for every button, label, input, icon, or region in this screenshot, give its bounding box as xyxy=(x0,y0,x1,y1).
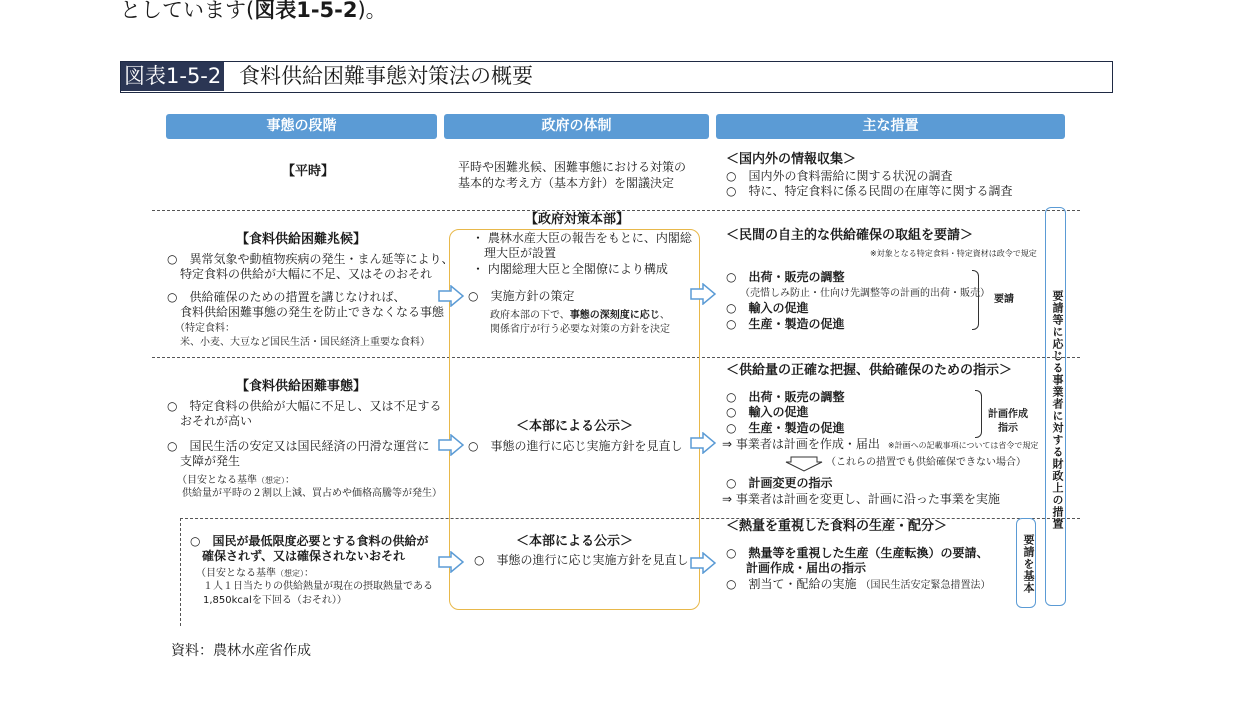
severe-line-5: 1,850kcalを下回る（おそれ）） xyxy=(203,595,347,606)
side-financial-label: 要請等に応じる事業者に対する財政上の措置 xyxy=(1051,290,1064,530)
intro-text: としています(図表1-5-2)。 xyxy=(120,0,387,22)
normal-measure-1: ○ 国内外の食料需給に関する状況の調査 xyxy=(726,169,953,183)
header-stage: 事態の段階 xyxy=(166,114,437,139)
severe-line-4: １人１日当たりの供給熱量が現在の摂取熱量である xyxy=(203,581,433,592)
crisis-measure-1: ○ 出荷・販売の調整 xyxy=(726,390,845,404)
crisis-line-2: おそれが高い xyxy=(180,414,253,428)
figure-title: 食料供給困難事態対策法の概要 xyxy=(239,64,533,88)
crisis-measure-3: ○ 生産・製造の促進 xyxy=(726,421,845,435)
normal-gov-2: 基本的な考え方（基本方針）を閣議決定 xyxy=(458,176,675,190)
separator-1 xyxy=(152,210,1080,211)
arrow-right-icon xyxy=(438,551,464,573)
arrow-right-icon xyxy=(690,432,716,454)
normal-stage: 【平時】 xyxy=(282,164,335,179)
crisis-line-6: 供給量が平時の２割以上減、買占めや価格高騰等が発生） xyxy=(182,488,442,499)
sign-line-5: （特定食料： xyxy=(175,323,235,334)
crisis-line-1: ○ 特定食料の供給が大幅に不足し、又は不足する xyxy=(167,399,442,413)
sign-measure-2: ○ 輸入の促進 xyxy=(726,301,809,315)
severe-measure-1: ○ 熱量等を重視した生産（生産転換）の要請、 xyxy=(726,546,989,560)
down-arrow-icon xyxy=(785,456,823,472)
figure-title-bar xyxy=(120,61,1113,93)
header-gov: 政府の体制 xyxy=(444,114,709,139)
gov-hq-line-4: ○ 実施方針の策定 xyxy=(468,289,575,303)
crisis-measure-2: ○ 輸入の促進 xyxy=(726,405,809,419)
sign-measure-1: ○ 出荷・販売の調整 xyxy=(726,270,845,284)
crisis-line-5: （目安となる基準（想定）： xyxy=(177,475,295,486)
sign-measure-3: ○ 生産・製造の促進 xyxy=(726,317,845,331)
severe-line-3: （目安となる基準（想定）： xyxy=(196,568,314,579)
crisis-brace xyxy=(975,390,982,438)
sign-line-3: ○ 供給確保のための措置を講じなければ、 xyxy=(167,290,406,304)
arrow-right-icon xyxy=(690,283,716,305)
arrow-right-icon xyxy=(438,285,464,307)
header-measures: 主な措置 xyxy=(716,114,1065,139)
sign-brace xyxy=(972,270,979,330)
severe-measure-title: ＜熱量を重視した食料の生産・配分＞ xyxy=(726,519,948,534)
severe-request-label: 要請を基本 xyxy=(1022,534,1035,594)
source-note: 資料：農林水産省作成 xyxy=(171,643,311,659)
crisis-measure-4: ⇒ 事業者は計画を作成・届出 ※計画への記載事項については省令で規定 xyxy=(722,437,1039,451)
gov-hq-line-3: ・ 内閣総理大臣と全閣僚により構成 xyxy=(472,262,668,276)
severe-line-2: 確保されず、又は確保されないおそれ xyxy=(202,549,406,563)
crisis-gov-line: ○ 事態の進行に応じ実施方針を見直し xyxy=(468,439,683,453)
crisis-line-4: 支障が発生 xyxy=(180,454,241,468)
arrow-right-icon xyxy=(690,552,716,574)
sign-line-4: 食料供給困難事態の発生を防止できなくなる事態 xyxy=(180,305,445,319)
crisis-measure-title: ＜供給量の正確な把握、供給確保のための指示＞ xyxy=(726,363,1013,378)
gov-hq-title: 【政府対策本部】 xyxy=(525,212,630,227)
crisis-brace-label-1: 計画作成 xyxy=(988,409,1028,420)
severe-gov-title: ＜本部による公示＞ xyxy=(516,534,634,549)
sign-title: 【食料供給困難兆候】 xyxy=(236,232,367,247)
sign-brace-label: 要請 xyxy=(994,294,1014,305)
severe-gov-line: ○ 事態の進行に応じ実施方針を見直し xyxy=(474,553,689,567)
separator-4 xyxy=(180,518,181,626)
crisis-measure-5: （これらの措置でも供給確保できない場合） xyxy=(826,457,1026,468)
crisis-measure-7: ⇒ 事業者は計画を変更し、計画に沿った事業を実施 xyxy=(722,492,1000,506)
sign-measure-title: ＜民間の自主的な供給確保の取組を要請＞ xyxy=(726,228,974,243)
normal-measure-title: ＜国内外の情報収集＞ xyxy=(726,152,857,167)
gov-hq-line-1: ・ 農林水産大臣の報告をもとに、内閣総 xyxy=(472,231,692,245)
normal-measure-2: ○ 特に、特定食料に係る民間の在庫等に関する調査 xyxy=(726,184,1013,198)
arrow-right-icon xyxy=(438,434,464,456)
gov-hq-line-2: 理大臣が設置 xyxy=(484,246,557,260)
severe-measure-2: 計画作成・届出の指示 xyxy=(746,561,867,575)
sign-line-2: 特定食料の供給が大幅に不足、又はそのおそれ xyxy=(180,267,433,281)
normal-gov-1: 平時や困難兆候、困難事態における対策の xyxy=(458,160,687,174)
crisis-line-3: ○ 国民生活の安定又は国民経済の円滑な運営に xyxy=(167,439,430,453)
severe-line-1: ○ 国民が最低限度必要とする食料の供給が xyxy=(190,534,429,548)
sign-line-6: 米、小麦、大豆など国民生活・国民経済上重要な食料） xyxy=(180,337,430,348)
crisis-brace-label-2: 指示 xyxy=(998,423,1018,434)
severe-measure-3: ○ 割当て・配給の実施 （国民生活安定緊急措置法） xyxy=(726,577,991,591)
crisis-title: 【食料供給困難事態】 xyxy=(236,379,367,394)
sign-measure-note: ※対象となる特定食料・特定資材は政令で規定 xyxy=(870,249,1037,258)
gov-hq-line-5: 政府本部の下で、事態の深刻度に応じ、 xyxy=(490,310,670,321)
figure-label: 図表1-5-2 xyxy=(121,62,224,91)
sign-measure-1-note: （売惜しみ防止・仕向け先調整等の計画的出荷・販売） xyxy=(740,288,990,299)
crisis-measure-6: ○ 計画変更の指示 xyxy=(726,476,833,490)
crisis-gov-title: ＜本部による公示＞ xyxy=(516,419,634,434)
sign-line-1: ○ 異常気象や動植物疾病の発生・まん延等により、 xyxy=(167,252,454,266)
gov-hq-line-6: 関係省庁が行う必要な対策の方針を決定 xyxy=(490,324,670,335)
